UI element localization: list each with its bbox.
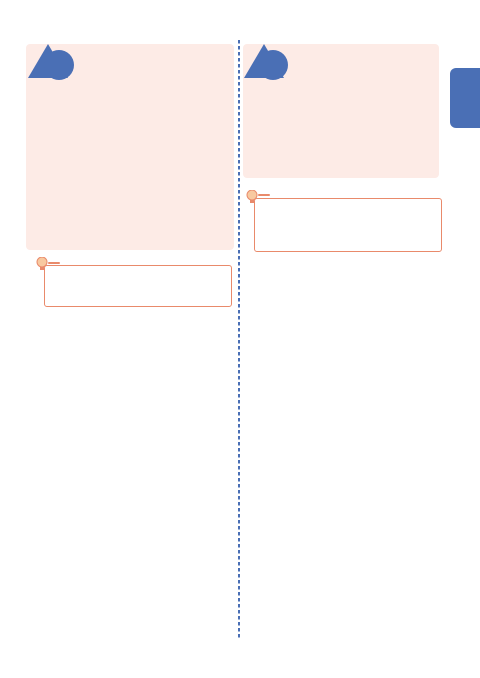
left-point-box bbox=[44, 265, 232, 307]
left-section-number bbox=[44, 50, 74, 80]
subject-tab bbox=[450, 68, 480, 128]
column-divider bbox=[238, 40, 240, 640]
left-point-label bbox=[48, 262, 60, 264]
right-section-number bbox=[258, 50, 288, 80]
right-point-label bbox=[258, 194, 270, 196]
lightbulb-icon bbox=[246, 190, 258, 204]
lightbulb-icon bbox=[36, 257, 48, 271]
right-point-box bbox=[254, 198, 442, 252]
